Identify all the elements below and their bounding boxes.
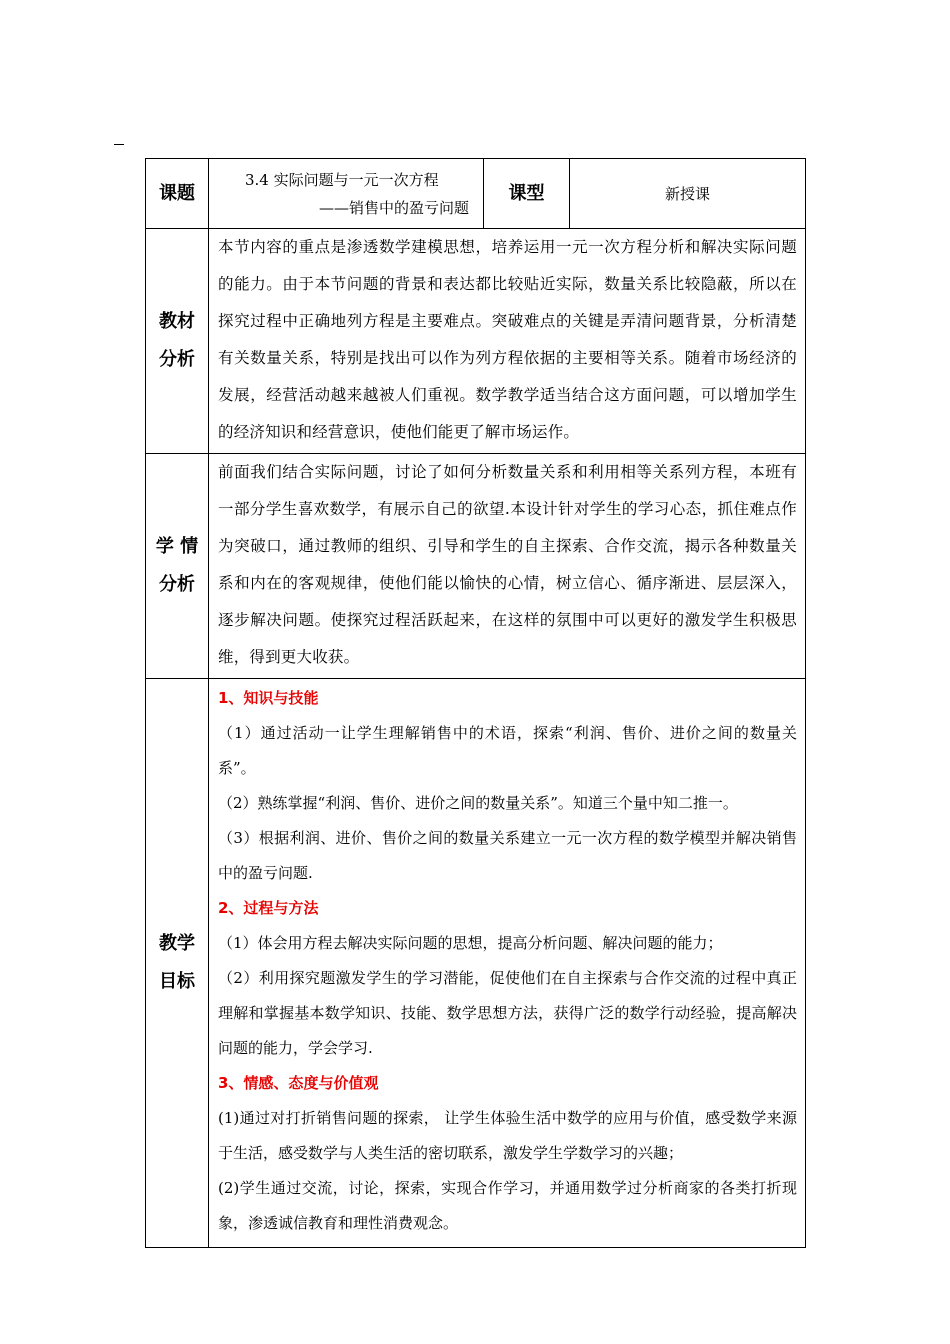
teaching-goals-content [209,679,806,1248]
page-dash-mark [114,144,124,145]
student-label-line-1: 学 情 [155,536,199,557]
material-analysis-label [146,229,209,454]
type-label: 课型 [484,159,570,229]
goal-heading-process: 2、过程与方法 [218,899,319,917]
goals-label-line-2: 目标 [159,971,195,992]
goal-item: （3）根据利润、进价、售价之间的数量关系建立一元一次方程的数学模型并解决销售中的盈亏问题. [218,829,797,882]
student-analysis-label [146,454,209,679]
topic-line-2: ——销售中的盈亏问题 [318,198,469,217]
teaching-goals-label [146,679,209,1248]
topic-title [209,159,484,229]
teaching-goals-row [146,679,806,1248]
goal-item: （2）熟练掌握“利润、售价、进价之间的数量关系”。知道三个量中知二推一。 [218,794,738,812]
material-analysis-row [146,229,806,454]
type-value: 新授课 [570,159,806,229]
goals-label-line-1: 教学 [159,933,195,954]
goal-item: (1)通过对打折销售问题的探索， 让学生体验生活中数学的应用与价值，感受数学来源于生活，感受数学与人类生活的密切联系，激发学生学数学习的兴趣； [218,1109,797,1162]
lesson-plan-table [145,158,806,1248]
goal-item: (2)学生通过交流，讨论，探索，实现合作学习，并通用数学过分析商家的各类打折现象，渗透诚信教育和理性消费观念。 [218,1179,797,1232]
student-analysis-row [146,454,806,679]
goal-heading-knowledge: 1、知识与技能 [218,689,319,707]
student-analysis-text: 前面我们结合实际问题，讨论了如何分析数量关系和利用相等关系列方程，本班有一部分学生喜欢数学，有展示自己的欲望.本设计针对学生的学习心态，抓住难点作为突破口，通过教师的组织、引导和学生的自主探索、合作交流，揭示各种数量关系和内在的客观规律，使他们能以愉快的心情，树立信心、循序渐进、层层深入，逐步解决问题。使探究过程活跃起来，在这样的氛围中可以更好的激发学生积极思维，得到更大收获。 [209,454,806,679]
material-label-line-1: 教材 [159,311,195,332]
material-analysis-text: 本节内容的重点是渗透数学建模思想，培养运用一元一次方程分析和解决实际问题的能力。由于本节问题的背景和表达都比较贴近实际，数量关系比较隐蔽，所以在探究过程中正确地列方程是主要难点。突破难点的关键是弄清问题背景，分析清楚有关数量关系，特别是找出可以作为列方程依据的主要相等关系。随着市场经济的发展，经营活动越来越被人们重视。数学教学适当结合这方面问题，可以增加学生的经济知识和经营意识，使他们能更了解市场运作。 [209,229,806,454]
topic-line-1: 3.4 实际问题与一元一次方程 [245,170,439,189]
topic-row [146,159,806,229]
material-label-line-2: 分析 [159,349,195,370]
topic-label: 课题 [146,159,209,229]
goal-heading-attitude: 3、情感、态度与价值观 [218,1074,379,1092]
goal-item: （2）利用探究题激发学生的学习潜能，促使他们在自主探索与合作交流的过程中真正理解和掌握基本数学知识、技能、数学思想方法，获得广泛的数学行动经验，提高解决问题的能力，学会学习. [218,969,797,1057]
student-label-line-2: 分析 [159,574,195,595]
goal-item: （1）通过活动一让学生理解销售中的术语，探索“利润、售价、进价之间的数量关系”。 [218,724,797,777]
goal-item: （1）体会用方程去解决实际问题的思想，提高分析问题、解决问题的能力； [218,934,723,952]
